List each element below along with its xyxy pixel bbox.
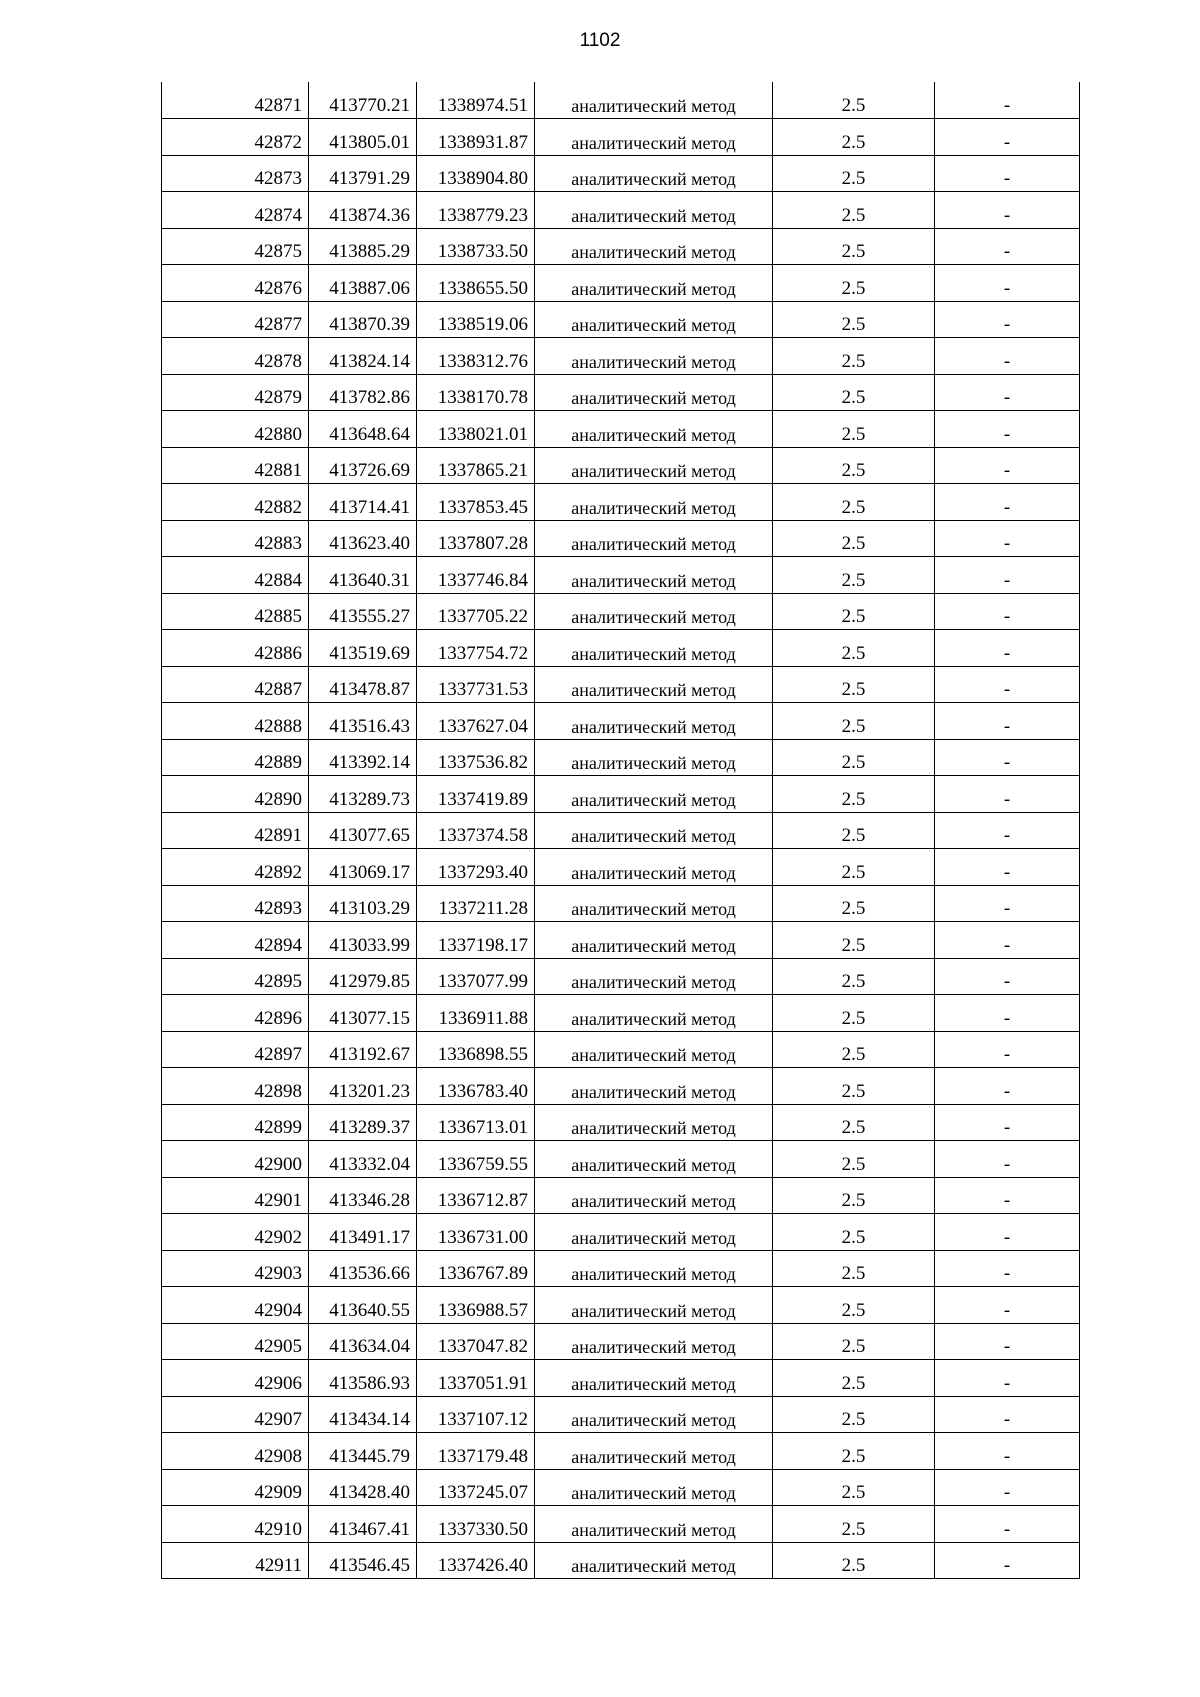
point-number-cell: 42904	[162, 1287, 309, 1324]
point-number-cell: 42889	[162, 739, 309, 776]
point-number-cell: 42883	[162, 520, 309, 557]
x-coordinate-cell: 412979.85	[309, 958, 417, 995]
point-number-cell: 42901	[162, 1177, 309, 1214]
accuracy-cell: 2.5	[773, 155, 935, 192]
note-cell: -	[935, 1177, 1080, 1214]
method-cell: аналитический метод	[535, 228, 773, 265]
accuracy-cell: 2.5	[773, 703, 935, 740]
table-row	[162, 374, 1080, 411]
method-cell: аналитический метод	[535, 301, 773, 338]
note-cell: -	[935, 374, 1080, 411]
y-coordinate-cell: 1338974.51	[417, 82, 535, 119]
x-coordinate-cell: 413069.17	[309, 849, 417, 886]
note-cell: -	[935, 1396, 1080, 1433]
x-coordinate-cell: 413332.04	[309, 1141, 417, 1178]
method-cell: аналитический метод	[535, 82, 773, 119]
point-number-cell: 42884	[162, 557, 309, 594]
point-number-cell: 42875	[162, 228, 309, 265]
point-number-cell: 42895	[162, 958, 309, 995]
note-cell: -	[935, 1360, 1080, 1397]
table-row	[162, 630, 1080, 667]
note-cell: -	[935, 1104, 1080, 1141]
table-row	[162, 1031, 1080, 1068]
y-coordinate-cell: 1337107.12	[417, 1396, 535, 1433]
method-cell: аналитический метод	[535, 995, 773, 1032]
table-row	[162, 119, 1080, 156]
table-row	[162, 812, 1080, 849]
note-cell: -	[935, 119, 1080, 156]
method-cell: аналитический метод	[535, 849, 773, 886]
note-cell: -	[935, 849, 1080, 886]
x-coordinate-cell: 413805.01	[309, 119, 417, 156]
accuracy-cell: 2.5	[773, 776, 935, 813]
y-coordinate-cell: 1337627.04	[417, 703, 535, 740]
accuracy-cell: 2.5	[773, 812, 935, 849]
note-cell: -	[935, 1323, 1080, 1360]
x-coordinate-cell: 413648.64	[309, 411, 417, 448]
method-cell: аналитический метод	[535, 922, 773, 959]
accuracy-cell: 2.5	[773, 119, 935, 156]
y-coordinate-cell: 1337077.99	[417, 958, 535, 995]
table-row	[162, 411, 1080, 448]
table-row	[162, 849, 1080, 886]
y-coordinate-cell: 1337419.89	[417, 776, 535, 813]
note-cell: -	[935, 1031, 1080, 1068]
method-cell: аналитический метод	[535, 1141, 773, 1178]
x-coordinate-cell: 413077.65	[309, 812, 417, 849]
y-coordinate-cell: 1337374.58	[417, 812, 535, 849]
point-number-cell: 42906	[162, 1360, 309, 1397]
x-coordinate-cell: 413289.37	[309, 1104, 417, 1141]
y-coordinate-cell: 1337047.82	[417, 1323, 535, 1360]
note-cell: -	[935, 885, 1080, 922]
table-row	[162, 1104, 1080, 1141]
point-number-cell: 42877	[162, 301, 309, 338]
note-cell: -	[935, 520, 1080, 557]
y-coordinate-cell: 1337245.07	[417, 1469, 535, 1506]
accuracy-cell: 2.5	[773, 1433, 935, 1470]
method-cell: аналитический метод	[535, 265, 773, 302]
accuracy-cell: 2.5	[773, 1250, 935, 1287]
table-row	[162, 995, 1080, 1032]
point-number-cell: 42876	[162, 265, 309, 302]
page-number: 1102	[579, 30, 621, 51]
note-cell: -	[935, 82, 1080, 119]
method-cell: аналитический метод	[535, 1287, 773, 1324]
point-number-cell: 42888	[162, 703, 309, 740]
accuracy-cell: 2.5	[773, 374, 935, 411]
method-cell: аналитический метод	[535, 1031, 773, 1068]
coordinates-table-body	[162, 82, 1080, 1579]
accuracy-cell: 2.5	[773, 1177, 935, 1214]
note-cell: -	[935, 1250, 1080, 1287]
point-number-cell: 42871	[162, 82, 309, 119]
note-cell: -	[935, 192, 1080, 229]
note-cell: -	[935, 593, 1080, 630]
point-number-cell: 42897	[162, 1031, 309, 1068]
method-cell: аналитический метод	[535, 1433, 773, 1470]
y-coordinate-cell: 1337051.91	[417, 1360, 535, 1397]
point-number-cell: 42893	[162, 885, 309, 922]
accuracy-cell: 2.5	[773, 849, 935, 886]
y-coordinate-cell: 1337705.22	[417, 593, 535, 630]
method-cell: аналитический метод	[535, 447, 773, 484]
note-cell: -	[935, 338, 1080, 375]
point-number-cell: 42899	[162, 1104, 309, 1141]
y-coordinate-cell: 1338170.78	[417, 374, 535, 411]
point-number-cell: 42878	[162, 338, 309, 375]
x-coordinate-cell: 413885.29	[309, 228, 417, 265]
x-coordinate-cell: 413870.39	[309, 301, 417, 338]
table-row	[162, 557, 1080, 594]
table-row	[162, 1323, 1080, 1360]
y-coordinate-cell: 1336713.01	[417, 1104, 535, 1141]
method-cell: аналитический метод	[535, 1360, 773, 1397]
note-cell: -	[935, 1214, 1080, 1251]
method-cell: аналитический метод	[535, 119, 773, 156]
y-coordinate-cell: 1338733.50	[417, 228, 535, 265]
method-cell: аналитический метод	[535, 1506, 773, 1543]
method-cell: аналитический метод	[535, 703, 773, 740]
table-row	[162, 484, 1080, 521]
x-coordinate-cell: 413634.04	[309, 1323, 417, 1360]
point-number-cell: 42890	[162, 776, 309, 813]
note-cell: -	[935, 228, 1080, 265]
x-coordinate-cell: 413434.14	[309, 1396, 417, 1433]
point-number-cell: 42880	[162, 411, 309, 448]
accuracy-cell: 2.5	[773, 593, 935, 630]
note-cell: -	[935, 1068, 1080, 1105]
accuracy-cell: 2.5	[773, 228, 935, 265]
x-coordinate-cell: 413770.21	[309, 82, 417, 119]
method-cell: аналитический метод	[535, 593, 773, 630]
y-coordinate-cell: 1337198.17	[417, 922, 535, 959]
accuracy-cell: 2.5	[773, 1542, 935, 1579]
method-cell: аналитический метод	[535, 1177, 773, 1214]
table-row	[162, 1177, 1080, 1214]
y-coordinate-cell: 1337426.40	[417, 1542, 535, 1579]
x-coordinate-cell: 413192.67	[309, 1031, 417, 1068]
point-number-cell: 42874	[162, 192, 309, 229]
point-number-cell: 42886	[162, 630, 309, 667]
y-coordinate-cell: 1337731.53	[417, 666, 535, 703]
accuracy-cell: 2.5	[773, 411, 935, 448]
accuracy-cell: 2.5	[773, 666, 935, 703]
y-coordinate-cell: 1337179.48	[417, 1433, 535, 1470]
x-coordinate-cell: 413491.17	[309, 1214, 417, 1251]
x-coordinate-cell: 413791.29	[309, 155, 417, 192]
method-cell: аналитический метод	[535, 192, 773, 229]
table-row	[162, 1469, 1080, 1506]
accuracy-cell: 2.5	[773, 484, 935, 521]
accuracy-cell: 2.5	[773, 995, 935, 1032]
y-coordinate-cell: 1337293.40	[417, 849, 535, 886]
accuracy-cell: 2.5	[773, 520, 935, 557]
method-cell: аналитический метод	[535, 812, 773, 849]
method-cell: аналитический метод	[535, 1250, 773, 1287]
y-coordinate-cell: 1336759.55	[417, 1141, 535, 1178]
table-row	[162, 739, 1080, 776]
y-coordinate-cell: 1336783.40	[417, 1068, 535, 1105]
method-cell: аналитический метод	[535, 958, 773, 995]
y-coordinate-cell: 1338931.87	[417, 119, 535, 156]
x-coordinate-cell: 413428.40	[309, 1469, 417, 1506]
table-row	[162, 301, 1080, 338]
x-coordinate-cell: 413467.41	[309, 1506, 417, 1543]
point-number-cell: 42896	[162, 995, 309, 1032]
note-cell: -	[935, 1542, 1080, 1579]
table-row	[162, 1250, 1080, 1287]
x-coordinate-cell: 413536.66	[309, 1250, 417, 1287]
x-coordinate-cell: 413586.93	[309, 1360, 417, 1397]
table-row	[162, 192, 1080, 229]
table-row	[162, 520, 1080, 557]
accuracy-cell: 2.5	[773, 630, 935, 667]
point-number-cell: 42905	[162, 1323, 309, 1360]
method-cell: аналитический метод	[535, 338, 773, 375]
accuracy-cell: 2.5	[773, 958, 935, 995]
table-row	[162, 265, 1080, 302]
table-row	[162, 1433, 1080, 1470]
x-coordinate-cell: 413623.40	[309, 520, 417, 557]
accuracy-cell: 2.5	[773, 1360, 935, 1397]
x-coordinate-cell: 413640.31	[309, 557, 417, 594]
note-cell: -	[935, 557, 1080, 594]
y-coordinate-cell: 1337807.28	[417, 520, 535, 557]
table-row	[162, 1141, 1080, 1178]
note-cell: -	[935, 1506, 1080, 1543]
x-coordinate-cell: 413103.29	[309, 885, 417, 922]
method-cell: аналитический метод	[535, 630, 773, 667]
table-row	[162, 155, 1080, 192]
table-row	[162, 338, 1080, 375]
accuracy-cell: 2.5	[773, 1396, 935, 1433]
accuracy-cell: 2.5	[773, 1323, 935, 1360]
table-row	[162, 1506, 1080, 1543]
accuracy-cell: 2.5	[773, 1068, 935, 1105]
point-number-cell: 42892	[162, 849, 309, 886]
note-cell: -	[935, 630, 1080, 667]
y-coordinate-cell: 1336731.00	[417, 1214, 535, 1251]
x-coordinate-cell: 413516.43	[309, 703, 417, 740]
method-cell: аналитический метод	[535, 411, 773, 448]
method-cell: аналитический метод	[535, 885, 773, 922]
table-row	[162, 228, 1080, 265]
note-cell: -	[935, 1469, 1080, 1506]
note-cell: -	[935, 812, 1080, 849]
method-cell: аналитический метод	[535, 520, 773, 557]
accuracy-cell: 2.5	[773, 885, 935, 922]
table-row	[162, 666, 1080, 703]
x-coordinate-cell: 413445.79	[309, 1433, 417, 1470]
note-cell: -	[935, 666, 1080, 703]
y-coordinate-cell: 1338655.50	[417, 265, 535, 302]
point-number-cell: 42879	[162, 374, 309, 411]
point-number-cell: 42898	[162, 1068, 309, 1105]
y-coordinate-cell: 1336911.88	[417, 995, 535, 1032]
note-cell: -	[935, 739, 1080, 776]
note-cell: -	[935, 995, 1080, 1032]
table-row	[162, 958, 1080, 995]
table-row	[162, 703, 1080, 740]
method-cell: аналитический метод	[535, 1323, 773, 1360]
point-number-cell: 42903	[162, 1250, 309, 1287]
point-number-cell: 42911	[162, 1542, 309, 1579]
x-coordinate-cell: 413714.41	[309, 484, 417, 521]
y-coordinate-cell: 1336898.55	[417, 1031, 535, 1068]
point-number-cell: 42881	[162, 447, 309, 484]
table-row	[162, 1214, 1080, 1251]
accuracy-cell: 2.5	[773, 192, 935, 229]
y-coordinate-cell: 1338779.23	[417, 192, 535, 229]
x-coordinate-cell: 413519.69	[309, 630, 417, 667]
x-coordinate-cell: 413555.27	[309, 593, 417, 630]
note-cell: -	[935, 155, 1080, 192]
accuracy-cell: 2.5	[773, 1469, 935, 1506]
accuracy-cell: 2.5	[773, 557, 935, 594]
x-coordinate-cell: 413478.87	[309, 666, 417, 703]
method-cell: аналитический метод	[535, 1214, 773, 1251]
y-coordinate-cell: 1337211.28	[417, 885, 535, 922]
accuracy-cell: 2.5	[773, 338, 935, 375]
table-row	[162, 885, 1080, 922]
accuracy-cell: 2.5	[773, 922, 935, 959]
accuracy-cell: 2.5	[773, 1214, 935, 1251]
accuracy-cell: 2.5	[773, 1141, 935, 1178]
x-coordinate-cell: 413824.14	[309, 338, 417, 375]
table-row	[162, 776, 1080, 813]
method-cell: аналитический метод	[535, 484, 773, 521]
x-coordinate-cell: 413782.86	[309, 374, 417, 411]
x-coordinate-cell: 413201.23	[309, 1068, 417, 1105]
point-number-cell: 42891	[162, 812, 309, 849]
accuracy-cell: 2.5	[773, 1506, 935, 1543]
accuracy-cell: 2.5	[773, 739, 935, 776]
y-coordinate-cell: 1337865.21	[417, 447, 535, 484]
y-coordinate-cell: 1338519.06	[417, 301, 535, 338]
x-coordinate-cell: 413640.55	[309, 1287, 417, 1324]
accuracy-cell: 2.5	[773, 301, 935, 338]
note-cell: -	[935, 1287, 1080, 1324]
accuracy-cell: 2.5	[773, 1287, 935, 1324]
y-coordinate-cell: 1336988.57	[417, 1287, 535, 1324]
point-number-cell: 42872	[162, 119, 309, 156]
table-row	[162, 593, 1080, 630]
x-coordinate-cell: 413289.73	[309, 776, 417, 813]
note-cell: -	[935, 1433, 1080, 1470]
accuracy-cell: 2.5	[773, 447, 935, 484]
method-cell: аналитический метод	[535, 374, 773, 411]
point-number-cell: 42887	[162, 666, 309, 703]
point-number-cell: 42894	[162, 922, 309, 959]
x-coordinate-cell: 413887.06	[309, 265, 417, 302]
point-number-cell: 42907	[162, 1396, 309, 1433]
x-coordinate-cell: 413392.14	[309, 739, 417, 776]
y-coordinate-cell: 1336767.89	[417, 1250, 535, 1287]
method-cell: аналитический метод	[535, 1104, 773, 1141]
method-cell: аналитический метод	[535, 776, 773, 813]
coordinates-table	[161, 82, 1080, 1579]
y-coordinate-cell: 1337853.45	[417, 484, 535, 521]
table-row	[162, 1360, 1080, 1397]
x-coordinate-cell: 413077.15	[309, 995, 417, 1032]
x-coordinate-cell: 413726.69	[309, 447, 417, 484]
x-coordinate-cell: 413874.36	[309, 192, 417, 229]
note-cell: -	[935, 301, 1080, 338]
method-cell: аналитический метод	[535, 557, 773, 594]
y-coordinate-cell: 1338312.76	[417, 338, 535, 375]
method-cell: аналитический метод	[535, 666, 773, 703]
table-row	[162, 82, 1080, 119]
method-cell: аналитический метод	[535, 1542, 773, 1579]
y-coordinate-cell: 1336712.87	[417, 1177, 535, 1214]
method-cell: аналитический метод	[535, 155, 773, 192]
accuracy-cell: 2.5	[773, 265, 935, 302]
x-coordinate-cell: 413033.99	[309, 922, 417, 959]
note-cell: -	[935, 776, 1080, 813]
accuracy-cell: 2.5	[773, 1104, 935, 1141]
table-row	[162, 1068, 1080, 1105]
point-number-cell: 42908	[162, 1433, 309, 1470]
x-coordinate-cell: 413546.45	[309, 1542, 417, 1579]
note-cell: -	[935, 1141, 1080, 1178]
y-coordinate-cell: 1337746.84	[417, 557, 535, 594]
point-number-cell: 42882	[162, 484, 309, 521]
point-number-cell: 42873	[162, 155, 309, 192]
table-row	[162, 1542, 1080, 1579]
accuracy-cell: 2.5	[773, 82, 935, 119]
point-number-cell: 42902	[162, 1214, 309, 1251]
y-coordinate-cell: 1338904.80	[417, 155, 535, 192]
point-number-cell: 42900	[162, 1141, 309, 1178]
method-cell: аналитический метод	[535, 1068, 773, 1105]
note-cell: -	[935, 265, 1080, 302]
method-cell: аналитический метод	[535, 739, 773, 776]
note-cell: -	[935, 958, 1080, 995]
note-cell: -	[935, 922, 1080, 959]
note-cell: -	[935, 703, 1080, 740]
y-coordinate-cell: 1337330.50	[417, 1506, 535, 1543]
y-coordinate-cell: 1338021.01	[417, 411, 535, 448]
table-row	[162, 922, 1080, 959]
point-number-cell: 42885	[162, 593, 309, 630]
method-cell: аналитический метод	[535, 1469, 773, 1506]
table-row	[162, 1287, 1080, 1324]
method-cell: аналитический метод	[535, 1396, 773, 1433]
note-cell: -	[935, 447, 1080, 484]
table-row	[162, 447, 1080, 484]
y-coordinate-cell: 1337754.72	[417, 630, 535, 667]
y-coordinate-cell: 1337536.82	[417, 739, 535, 776]
x-coordinate-cell: 413346.28	[309, 1177, 417, 1214]
note-cell: -	[935, 484, 1080, 521]
point-number-cell: 42909	[162, 1469, 309, 1506]
point-number-cell: 42910	[162, 1506, 309, 1543]
accuracy-cell: 2.5	[773, 1031, 935, 1068]
table-row	[162, 1396, 1080, 1433]
note-cell: -	[935, 411, 1080, 448]
